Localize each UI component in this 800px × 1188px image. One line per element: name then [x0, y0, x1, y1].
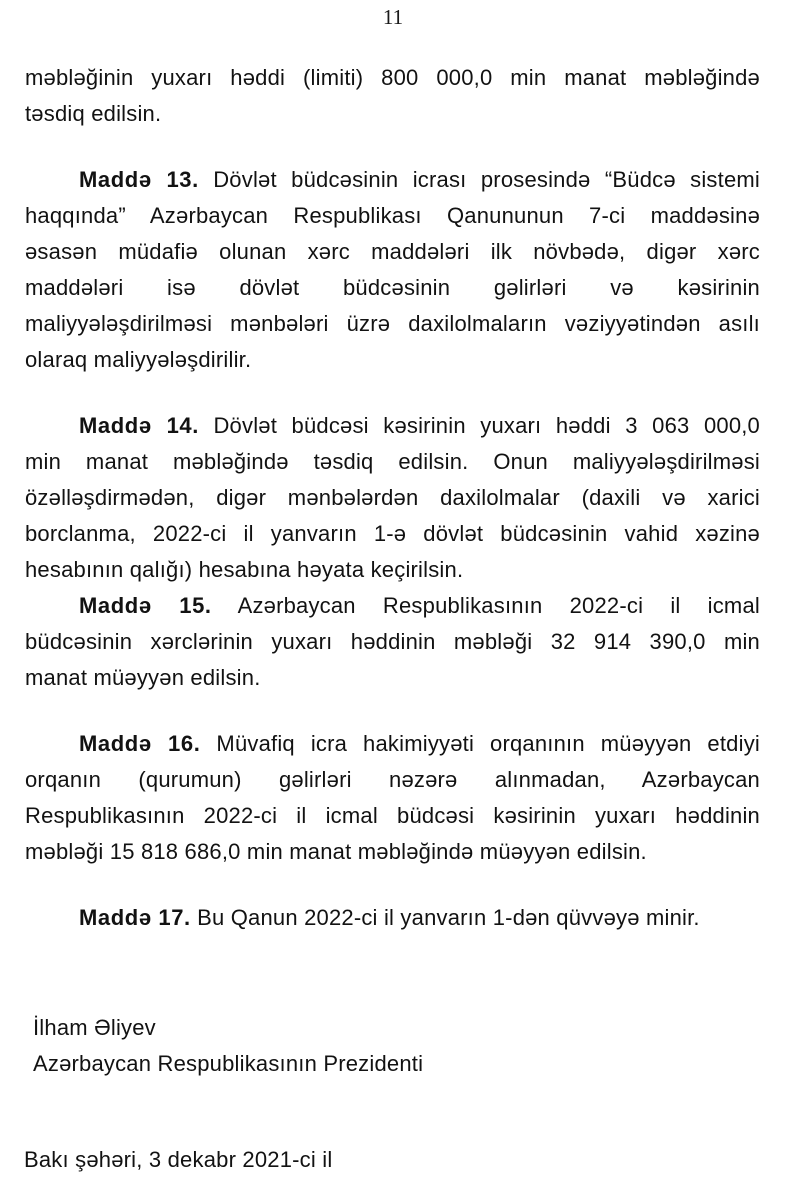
signature-title: Azərbaycan Respublikasının Prezidenti — [33, 1051, 424, 1076]
text-line: borclanma, 2022-ci il yanvarın 1-ə dövlət büdcəsinin vahid xəzinə — [25, 521, 760, 546]
footer-date: Bakı şəhəri, 3 dekabr 2021-ci il — [24, 1147, 333, 1172]
signature-block — [33, 1010, 423, 1082]
text-line: min manat məbləğində təsdiq edilsin. Onun maliyyələşdirilməsi — [25, 449, 760, 474]
paragraph-madde-13 — [25, 162, 760, 378]
text-line: özəlləşdirmədən, digər mənbələrdən daxilolmalar (daxili və xarici — [25, 485, 760, 510]
article-lead: Maddə 14. — [79, 413, 199, 438]
text-line: Maddə 14. Dövlət büdcəsi kəsirinin yuxarı həddi 3 063 000,0 — [79, 413, 760, 438]
text-line: orqanın (qurumun) gəlirləri nəzərə alınmadan, Azərbaycan — [25, 767, 760, 792]
article-lead: Maddə 15. — [79, 593, 212, 618]
text-line: maliyyələşdirilməsi mənbələri üzrə daxilolmaların vəziyyətindən asılı — [25, 311, 760, 336]
text-line: əsasən müdafiə olunan xərc maddələri ilk növbədə, digər xərc — [25, 239, 760, 264]
text-line: hesabının qalığı) hesabına həyata keçirilsin. — [25, 557, 464, 582]
text-line: Maddə 16. Müvafiq icra hakimiyyəti orqanının müəyyən etdiyi — [79, 731, 760, 756]
text-line: Maddə 13. Dövlət büdcəsinin icrası prosesində “Büdcə sistemi — [79, 167, 760, 192]
article-lead: Maddə 13. — [79, 167, 199, 192]
document-body — [25, 60, 760, 936]
text-line: məbləğinin yuxarı həddi (limiti) 800 000,0 min manat məbləğində — [25, 65, 760, 90]
text-line: büdcəsinin xərclərinin yuxarı həddinin məbləği 32 914 390,0 min — [25, 629, 760, 654]
paragraph-madde-15 — [25, 588, 760, 696]
text-line: təsdiq edilsin. — [25, 101, 162, 126]
signature-name: İlham Əliyev — [33, 1015, 156, 1040]
page-number: 11 — [382, 5, 404, 29]
paragraph-madde-17 — [25, 900, 760, 936]
article-lead: Maddə 16. — [79, 731, 201, 756]
text-line: Maddə 17. Bu Qanun 2022-ci il yanvarın 1-dən qüvvəyə minir. — [79, 905, 700, 930]
text-line: olaraq maliyyələşdirilir. — [25, 347, 252, 372]
paragraph-madde-14 — [25, 408, 760, 588]
text-line: maddələri isə dövlət büdcəsinin gəlirləri və kəsirinin — [25, 275, 760, 300]
article-lead: Maddə 17. — [79, 905, 191, 930]
text-line: manat müəyyən edilsin. — [25, 665, 261, 690]
text-line: haqqında” Azərbaycan Respublikası Qanununun 7-ci maddəsinə — [25, 203, 760, 228]
paragraph-limit-continuation — [25, 60, 760, 132]
text-line: Respublikasının 2022-ci il icmal büdcəsi kəsirinin yuxarı həddinin — [25, 803, 760, 828]
paragraph-madde-16 — [25, 726, 760, 870]
text-line: Maddə 15. Azərbaycan Respublikasının 2022-ci il icmal — [79, 593, 760, 618]
text-line: məbləği 15 818 686,0 min manat məbləğində müəyyən edilsin. — [25, 839, 647, 864]
